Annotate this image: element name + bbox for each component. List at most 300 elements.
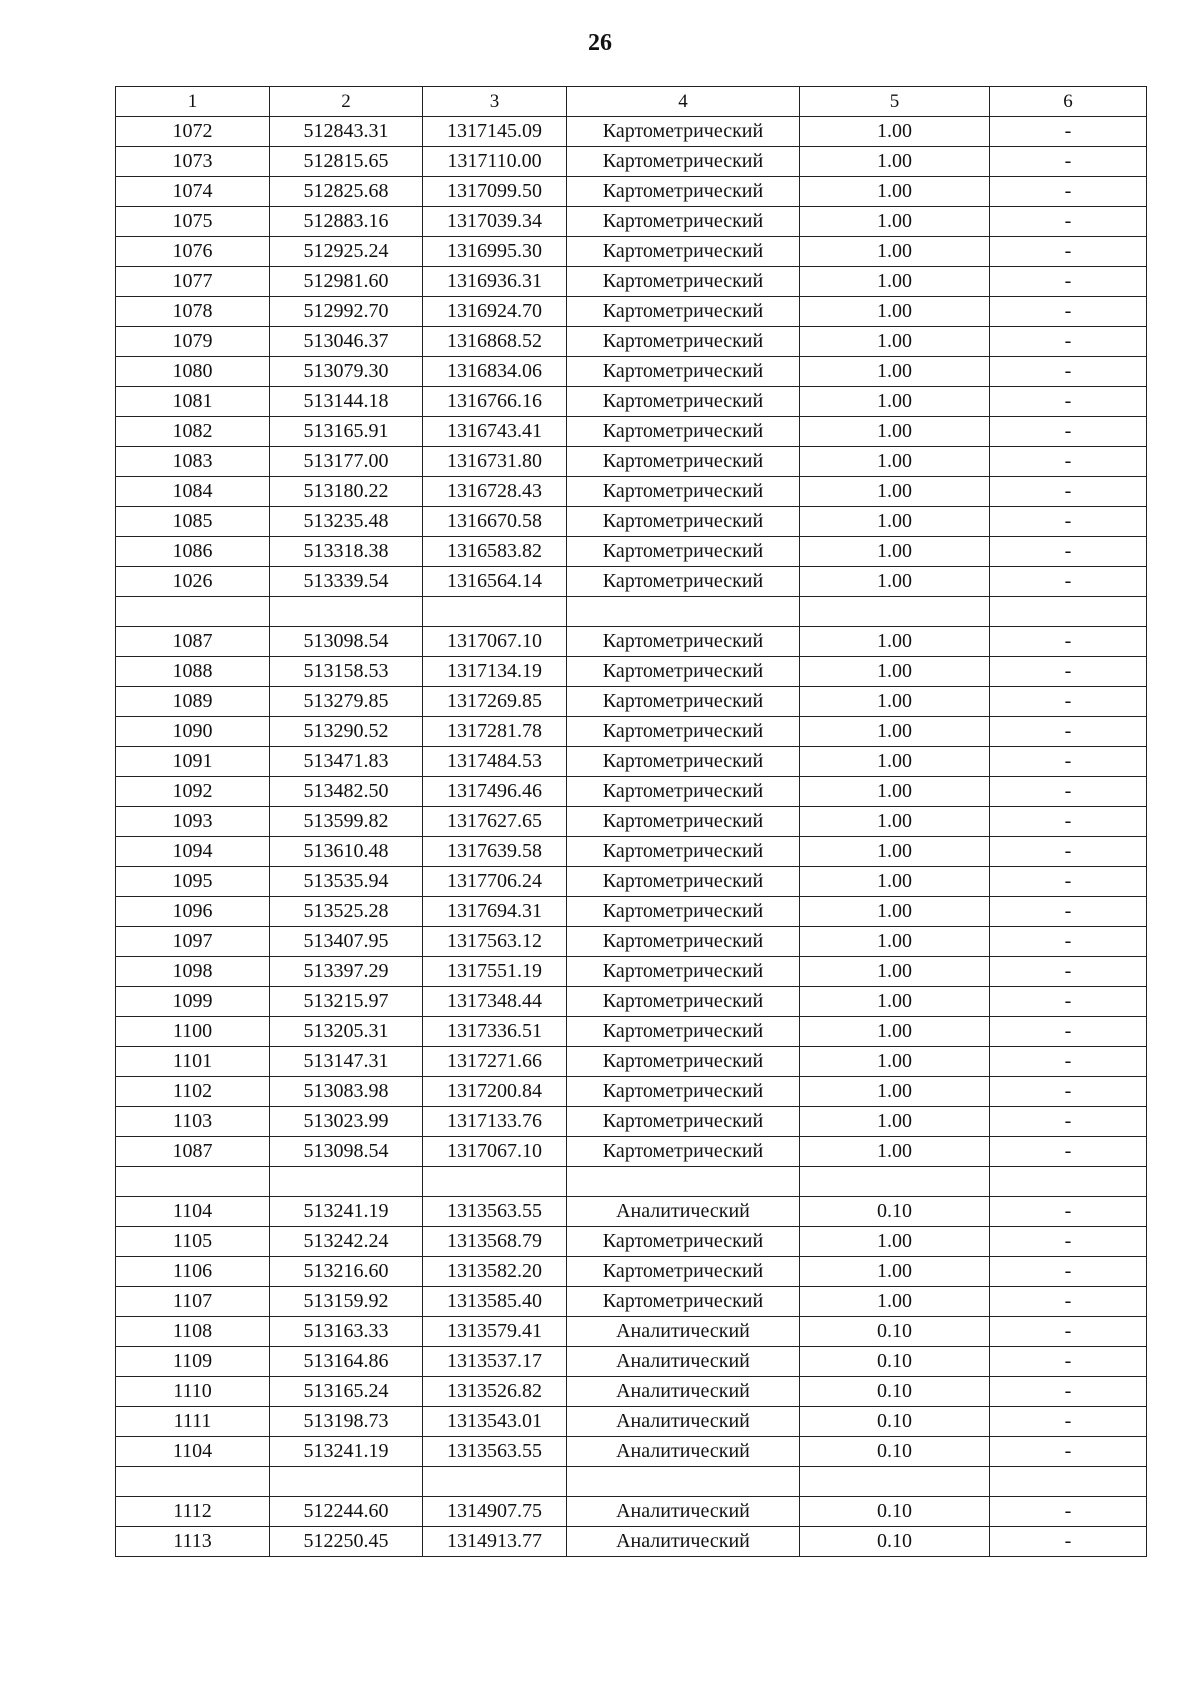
x-coordinate-cell: 513242.24 xyxy=(270,1227,423,1257)
y-coordinate-cell xyxy=(423,597,567,627)
x-coordinate-cell: 513083.98 xyxy=(270,1077,423,1107)
method-cell: Картометрический xyxy=(567,237,800,267)
accuracy-cell: 1.00 xyxy=(800,1227,990,1257)
method-cell: Картометрический xyxy=(567,837,800,867)
method-cell xyxy=(567,1167,800,1197)
x-coordinate-cell: 513241.19 xyxy=(270,1437,423,1467)
accuracy-cell: 1.00 xyxy=(800,687,990,717)
accuracy-cell: 1.00 xyxy=(800,1257,990,1287)
y-coordinate-cell: 1317067.10 xyxy=(423,1137,567,1167)
accuracy-cell: 1.00 xyxy=(800,717,990,747)
method-cell: Картометрический xyxy=(567,627,800,657)
method-cell: Картометрический xyxy=(567,657,800,687)
description-cell: - xyxy=(990,297,1147,327)
accuracy-cell: 1.00 xyxy=(800,1287,990,1317)
x-coordinate-cell: 512883.16 xyxy=(270,207,423,237)
method-cell: Картометрический xyxy=(567,897,800,927)
point-number-cell: 1076 xyxy=(116,237,270,267)
y-coordinate-cell: 1313582.20 xyxy=(423,1257,567,1287)
method-cell: Картометрический xyxy=(567,1227,800,1257)
x-coordinate-cell: 513525.28 xyxy=(270,897,423,927)
column-header: 2 xyxy=(270,87,423,117)
accuracy-cell: 1.00 xyxy=(800,327,990,357)
y-coordinate-cell: 1316834.06 xyxy=(423,357,567,387)
method-cell: Картометрический xyxy=(567,1077,800,1107)
description-cell: - xyxy=(990,117,1147,147)
description-cell: - xyxy=(990,207,1147,237)
description-cell xyxy=(990,1167,1147,1197)
accuracy-cell: 1.00 xyxy=(800,837,990,867)
table-row xyxy=(116,717,1147,747)
table-row xyxy=(116,747,1147,777)
table-row xyxy=(116,807,1147,837)
x-coordinate-cell: 512992.70 xyxy=(270,297,423,327)
y-coordinate-cell: 1317551.19 xyxy=(423,957,567,987)
table-row xyxy=(116,537,1147,567)
method-cell: Аналитический xyxy=(567,1347,800,1377)
accuracy-cell: 1.00 xyxy=(800,867,990,897)
method-cell: Картометрический xyxy=(567,957,800,987)
x-coordinate-cell: 513216.60 xyxy=(270,1257,423,1287)
description-cell: - xyxy=(990,1197,1147,1227)
point-number-cell: 1090 xyxy=(116,717,270,747)
accuracy-cell: 1.00 xyxy=(800,897,990,927)
table-row xyxy=(116,927,1147,957)
point-number-cell: 1026 xyxy=(116,567,270,597)
table-row xyxy=(116,117,1147,147)
table-row xyxy=(116,627,1147,657)
y-coordinate-cell: 1317281.78 xyxy=(423,717,567,747)
table-row xyxy=(116,1467,1147,1497)
accuracy-cell: 0.10 xyxy=(800,1407,990,1437)
accuracy-cell: 1.00 xyxy=(800,567,990,597)
method-cell: Картометрический xyxy=(567,747,800,777)
table-row xyxy=(116,387,1147,417)
y-coordinate-cell: 1313585.40 xyxy=(423,1287,567,1317)
y-coordinate-cell: 1316728.43 xyxy=(423,477,567,507)
table-row xyxy=(116,987,1147,1017)
accuracy-cell: 1.00 xyxy=(800,1047,990,1077)
accuracy-cell: 1.00 xyxy=(800,1107,990,1137)
table-row xyxy=(116,837,1147,867)
table-row xyxy=(116,1257,1147,1287)
description-cell: - xyxy=(990,717,1147,747)
method-cell: Аналитический xyxy=(567,1497,800,1527)
description-cell: - xyxy=(990,1317,1147,1347)
y-coordinate-cell: 1314913.77 xyxy=(423,1527,567,1557)
x-coordinate-cell: 513397.29 xyxy=(270,957,423,987)
method-cell: Картометрический xyxy=(567,807,800,837)
description-cell: - xyxy=(990,147,1147,177)
point-number-cell: 1098 xyxy=(116,957,270,987)
point-number-cell: 1113 xyxy=(116,1527,270,1557)
accuracy-cell: 1.00 xyxy=(800,537,990,567)
x-coordinate-cell: 513215.97 xyxy=(270,987,423,1017)
method-cell: Аналитический xyxy=(567,1407,800,1437)
accuracy-cell: 1.00 xyxy=(800,657,990,687)
description-cell: - xyxy=(990,1497,1147,1527)
accuracy-cell xyxy=(800,597,990,627)
point-number-cell xyxy=(116,1167,270,1197)
point-number-cell: 1095 xyxy=(116,867,270,897)
accuracy-cell: 1.00 xyxy=(800,117,990,147)
description-cell: - xyxy=(990,627,1147,657)
x-coordinate-cell: 513180.22 xyxy=(270,477,423,507)
point-number-cell: 1094 xyxy=(116,837,270,867)
x-coordinate-cell: 513407.95 xyxy=(270,927,423,957)
accuracy-cell: 1.00 xyxy=(800,237,990,267)
method-cell: Аналитический xyxy=(567,1377,800,1407)
y-coordinate-cell: 1313526.82 xyxy=(423,1377,567,1407)
accuracy-cell: 1.00 xyxy=(800,1137,990,1167)
x-coordinate-cell xyxy=(270,1467,423,1497)
table-row xyxy=(116,1437,1147,1467)
table-row xyxy=(116,1107,1147,1137)
table-row xyxy=(116,567,1147,597)
description-cell: - xyxy=(990,867,1147,897)
accuracy-cell: 1.00 xyxy=(800,357,990,387)
description-cell: - xyxy=(990,567,1147,597)
y-coordinate-cell: 1313563.55 xyxy=(423,1437,567,1467)
accuracy-cell: 1.00 xyxy=(800,1017,990,1047)
description-cell: - xyxy=(990,387,1147,417)
x-coordinate-cell: 513165.24 xyxy=(270,1377,423,1407)
y-coordinate-cell: 1317067.10 xyxy=(423,627,567,657)
table-row xyxy=(116,267,1147,297)
point-number-cell: 1081 xyxy=(116,387,270,417)
description-cell: - xyxy=(990,687,1147,717)
description-cell: - xyxy=(990,807,1147,837)
method-cell: Картометрический xyxy=(567,567,800,597)
description-cell: - xyxy=(990,327,1147,357)
accuracy-cell: 1.00 xyxy=(800,267,990,297)
method-cell: Картометрический xyxy=(567,117,800,147)
x-coordinate-cell: 513023.99 xyxy=(270,1107,423,1137)
description-cell: - xyxy=(990,987,1147,1017)
description-cell: - xyxy=(990,1047,1147,1077)
accuracy-cell: 1.00 xyxy=(800,147,990,177)
y-coordinate-cell: 1316731.80 xyxy=(423,447,567,477)
x-coordinate-cell: 513165.91 xyxy=(270,417,423,447)
table-row xyxy=(116,237,1147,267)
point-number-cell: 1074 xyxy=(116,177,270,207)
table-row xyxy=(116,1287,1147,1317)
table-row xyxy=(116,207,1147,237)
description-cell: - xyxy=(990,507,1147,537)
description-cell: - xyxy=(990,537,1147,567)
description-cell: - xyxy=(990,1107,1147,1137)
method-cell: Картометрический xyxy=(567,1287,800,1317)
description-cell: - xyxy=(990,417,1147,447)
point-number-cell: 1089 xyxy=(116,687,270,717)
y-coordinate-cell: 1317484.53 xyxy=(423,747,567,777)
y-coordinate-cell: 1313568.79 xyxy=(423,1227,567,1257)
column-header: 1 xyxy=(116,87,270,117)
point-number-cell: 1106 xyxy=(116,1257,270,1287)
accuracy-cell: 0.10 xyxy=(800,1377,990,1407)
y-coordinate-cell: 1317200.84 xyxy=(423,1077,567,1107)
description-cell: - xyxy=(990,1377,1147,1407)
table-row xyxy=(116,1317,1147,1347)
x-coordinate-cell: 513198.73 xyxy=(270,1407,423,1437)
point-number-cell: 1104 xyxy=(116,1197,270,1227)
x-coordinate-cell: 513164.86 xyxy=(270,1347,423,1377)
method-cell: Картометрический xyxy=(567,987,800,1017)
point-number-cell: 1111 xyxy=(116,1407,270,1437)
method-cell: Картометрический xyxy=(567,477,800,507)
accuracy-cell: 0.10 xyxy=(800,1497,990,1527)
table-row xyxy=(116,897,1147,927)
table-row xyxy=(116,1497,1147,1527)
description-cell: - xyxy=(990,1527,1147,1557)
accuracy-cell: 1.00 xyxy=(800,1077,990,1107)
x-coordinate-cell: 513482.50 xyxy=(270,777,423,807)
y-coordinate-cell: 1317496.46 xyxy=(423,777,567,807)
y-coordinate-cell: 1317099.50 xyxy=(423,177,567,207)
point-number-cell: 1096 xyxy=(116,897,270,927)
accuracy-cell: 0.10 xyxy=(800,1197,990,1227)
description-cell: - xyxy=(990,657,1147,687)
method-cell: Картометрический xyxy=(567,177,800,207)
table-row xyxy=(116,1077,1147,1107)
point-number-cell: 1088 xyxy=(116,657,270,687)
x-coordinate-cell: 513147.31 xyxy=(270,1047,423,1077)
table-row xyxy=(116,177,1147,207)
point-number-cell: 1092 xyxy=(116,777,270,807)
table-row xyxy=(116,1167,1147,1197)
description-cell: - xyxy=(990,957,1147,987)
point-number-cell: 1077 xyxy=(116,267,270,297)
point-number-cell: 1085 xyxy=(116,507,270,537)
x-coordinate-cell: 512825.68 xyxy=(270,177,423,207)
description-cell: - xyxy=(990,1257,1147,1287)
description-cell: - xyxy=(990,237,1147,267)
point-number-cell: 1100 xyxy=(116,1017,270,1047)
y-coordinate-cell: 1313579.41 xyxy=(423,1317,567,1347)
table-row xyxy=(116,1017,1147,1047)
x-coordinate-cell: 512981.60 xyxy=(270,267,423,297)
table-row xyxy=(116,657,1147,687)
point-number-cell: 1084 xyxy=(116,477,270,507)
method-cell: Картометрический xyxy=(567,927,800,957)
table-row xyxy=(116,297,1147,327)
description-cell: - xyxy=(990,1227,1147,1257)
y-coordinate-cell: 1313543.01 xyxy=(423,1407,567,1437)
description-cell: - xyxy=(990,267,1147,297)
point-number-cell: 1091 xyxy=(116,747,270,777)
method-cell: Картометрический xyxy=(567,537,800,567)
description-cell xyxy=(990,1467,1147,1497)
column-header: 5 xyxy=(800,87,990,117)
accuracy-cell: 0.10 xyxy=(800,1437,990,1467)
method-cell: Аналитический xyxy=(567,1437,800,1467)
accuracy-cell: 1.00 xyxy=(800,747,990,777)
table-row xyxy=(116,1047,1147,1077)
table-row xyxy=(116,1347,1147,1377)
x-coordinate-cell: 513098.54 xyxy=(270,1137,423,1167)
y-coordinate-cell: 1316936.31 xyxy=(423,267,567,297)
x-coordinate-cell: 513290.52 xyxy=(270,717,423,747)
y-coordinate-cell: 1313537.17 xyxy=(423,1347,567,1377)
y-coordinate-cell: 1316868.52 xyxy=(423,327,567,357)
y-coordinate-cell: 1317348.44 xyxy=(423,987,567,1017)
y-coordinate-cell: 1316924.70 xyxy=(423,297,567,327)
description-cell: - xyxy=(990,177,1147,207)
method-cell: Картометрический xyxy=(567,687,800,717)
method-cell: Картометрический xyxy=(567,327,800,357)
method-cell: Аналитический xyxy=(567,1197,800,1227)
column-header: 6 xyxy=(990,87,1147,117)
y-coordinate-cell: 1316583.82 xyxy=(423,537,567,567)
accuracy-cell: 1.00 xyxy=(800,777,990,807)
point-number-cell: 1078 xyxy=(116,297,270,327)
accuracy-cell: 1.00 xyxy=(800,207,990,237)
y-coordinate-cell: 1316995.30 xyxy=(423,237,567,267)
x-coordinate-cell xyxy=(270,1167,423,1197)
description-cell: - xyxy=(990,1287,1147,1317)
method-cell: Картометрический xyxy=(567,417,800,447)
x-coordinate-cell: 513535.94 xyxy=(270,867,423,897)
y-coordinate-cell: 1317133.76 xyxy=(423,1107,567,1137)
description-cell: - xyxy=(990,777,1147,807)
accuracy-cell: 1.00 xyxy=(800,807,990,837)
point-number-cell: 1087 xyxy=(116,1137,270,1167)
description-cell: - xyxy=(990,747,1147,777)
table-row xyxy=(116,1197,1147,1227)
accuracy-cell: 1.00 xyxy=(800,957,990,987)
accuracy-cell: 1.00 xyxy=(800,927,990,957)
description-cell: - xyxy=(990,837,1147,867)
accuracy-cell: 1.00 xyxy=(800,987,990,1017)
point-number-cell: 1093 xyxy=(116,807,270,837)
point-number-cell: 1104 xyxy=(116,1437,270,1467)
description-cell: - xyxy=(990,1407,1147,1437)
accuracy-cell: 1.00 xyxy=(800,297,990,327)
coordinates-table xyxy=(115,86,1147,1557)
method-cell: Картометрический xyxy=(567,357,800,387)
point-number-cell: 1110 xyxy=(116,1377,270,1407)
accuracy-cell: 1.00 xyxy=(800,177,990,207)
y-coordinate-cell: 1317694.31 xyxy=(423,897,567,927)
y-coordinate-cell: 1316564.14 xyxy=(423,567,567,597)
accuracy-cell xyxy=(800,1167,990,1197)
table-row xyxy=(116,777,1147,807)
point-number-cell: 1102 xyxy=(116,1077,270,1107)
x-coordinate-cell: 513163.33 xyxy=(270,1317,423,1347)
y-coordinate-cell: 1313563.55 xyxy=(423,1197,567,1227)
point-number-cell: 1105 xyxy=(116,1227,270,1257)
point-number-cell: 1107 xyxy=(116,1287,270,1317)
x-coordinate-cell xyxy=(270,597,423,627)
table-row xyxy=(116,357,1147,387)
method-cell: Картометрический xyxy=(567,1137,800,1167)
point-number-cell: 1097 xyxy=(116,927,270,957)
y-coordinate-cell: 1317706.24 xyxy=(423,867,567,897)
table-header-row xyxy=(116,87,1147,117)
point-number-cell: 1080 xyxy=(116,357,270,387)
point-number-cell: 1086 xyxy=(116,537,270,567)
description-cell: - xyxy=(990,477,1147,507)
x-coordinate-cell: 513159.92 xyxy=(270,1287,423,1317)
y-coordinate-cell: 1316743.41 xyxy=(423,417,567,447)
y-coordinate-cell: 1317336.51 xyxy=(423,1017,567,1047)
accuracy-cell: 0.10 xyxy=(800,1347,990,1377)
x-coordinate-cell: 513241.19 xyxy=(270,1197,423,1227)
accuracy-cell: 1.00 xyxy=(800,447,990,477)
table-row xyxy=(116,1377,1147,1407)
description-cell: - xyxy=(990,927,1147,957)
table-row xyxy=(116,1527,1147,1557)
method-cell: Картометрический xyxy=(567,1017,800,1047)
table-row xyxy=(116,147,1147,177)
description-cell: - xyxy=(990,1017,1147,1047)
description-cell: - xyxy=(990,1077,1147,1107)
description-cell: - xyxy=(990,357,1147,387)
description-cell: - xyxy=(990,447,1147,477)
method-cell xyxy=(567,597,800,627)
method-cell: Картометрический xyxy=(567,387,800,417)
table-body xyxy=(116,117,1147,1557)
description-cell: - xyxy=(990,1137,1147,1167)
point-number-cell: 1101 xyxy=(116,1047,270,1077)
description-cell: - xyxy=(990,1437,1147,1467)
point-number-cell xyxy=(116,597,270,627)
table-row xyxy=(116,447,1147,477)
x-coordinate-cell: 512815.65 xyxy=(270,147,423,177)
y-coordinate-cell: 1316766.16 xyxy=(423,387,567,417)
y-coordinate-cell: 1317563.12 xyxy=(423,927,567,957)
y-coordinate-cell: 1316670.58 xyxy=(423,507,567,537)
accuracy-cell: 1.00 xyxy=(800,387,990,417)
table-row xyxy=(116,507,1147,537)
x-coordinate-cell: 513235.48 xyxy=(270,507,423,537)
accuracy-cell xyxy=(800,1467,990,1497)
x-coordinate-cell: 513144.18 xyxy=(270,387,423,417)
x-coordinate-cell: 513079.30 xyxy=(270,357,423,387)
description-cell xyxy=(990,597,1147,627)
y-coordinate-cell: 1317039.34 xyxy=(423,207,567,237)
table-row xyxy=(116,417,1147,447)
y-coordinate-cell: 1317110.00 xyxy=(423,147,567,177)
point-number-cell: 1109 xyxy=(116,1347,270,1377)
point-number-cell: 1087 xyxy=(116,627,270,657)
point-number-cell xyxy=(116,1467,270,1497)
y-coordinate-cell: 1317271.66 xyxy=(423,1047,567,1077)
method-cell: Картометрический xyxy=(567,777,800,807)
y-coordinate-cell: 1317639.58 xyxy=(423,837,567,867)
table-row xyxy=(116,1227,1147,1257)
method-cell: Картометрический xyxy=(567,267,800,297)
y-coordinate-cell xyxy=(423,1467,567,1497)
x-coordinate-cell: 512250.45 xyxy=(270,1527,423,1557)
method-cell: Картометрический xyxy=(567,297,800,327)
method-cell: Картометрический xyxy=(567,147,800,177)
x-coordinate-cell: 513279.85 xyxy=(270,687,423,717)
method-cell: Картометрический xyxy=(567,447,800,477)
y-coordinate-cell: 1317627.65 xyxy=(423,807,567,837)
column-header: 3 xyxy=(423,87,567,117)
y-coordinate-cell: 1317269.85 xyxy=(423,687,567,717)
y-coordinate-cell: 1317134.19 xyxy=(423,657,567,687)
x-coordinate-cell: 513339.54 xyxy=(270,567,423,597)
accuracy-cell: 0.10 xyxy=(800,1527,990,1557)
table-row xyxy=(116,957,1147,987)
table-row xyxy=(116,1137,1147,1167)
method-cell: Картометрический xyxy=(567,1047,800,1077)
method-cell: Картометрический xyxy=(567,207,800,237)
table-row xyxy=(116,867,1147,897)
table-row xyxy=(116,477,1147,507)
